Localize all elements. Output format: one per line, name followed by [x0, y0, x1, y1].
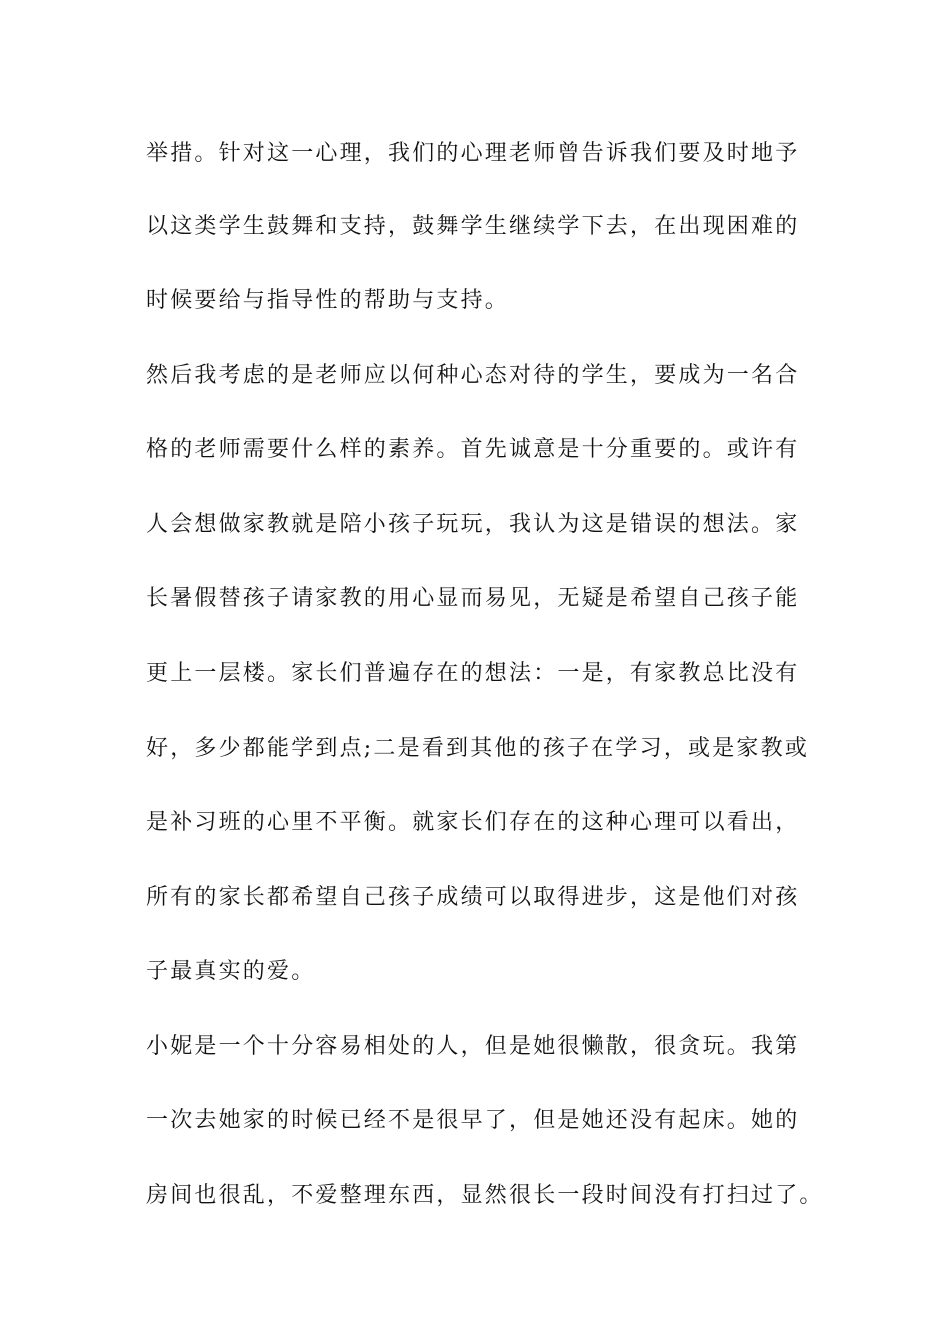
text-line: 子最真实的爱。 — [146, 959, 316, 984]
text-line: 时候要给与指导性的帮助与支持。 — [146, 288, 510, 313]
text-line: 然后我考虑的是老师应以何种心态对待的学生，要成为一名合 — [146, 363, 800, 388]
text-line: 举措。针对这一心理，我们的心理老师曾告诉我们要及时地予 — [146, 141, 800, 166]
text-line: 房间也很乱，不爱整理东西，显然很长一段时间没有打扫过了。 — [146, 1183, 824, 1208]
text-line: 长暑假替孩子请家教的用心显而易见，无疑是希望自己孩子能 — [146, 586, 800, 611]
text-line: 更上一层楼。家长们普遍存在的想法：一是，有家教总比没有 — [146, 661, 800, 686]
text-line: 格的老师需要什么样的素养。首先诚意是十分重要的。或许有 — [146, 437, 800, 462]
text-line: 一次去她家的时候已经不是很早了，但是她还没有起床。她的 — [146, 1108, 800, 1133]
text-line: 是补习班的心里不平衡。就家长们存在的这种心理可以看出， — [146, 810, 800, 835]
text-line: 以这类学生鼓舞和支持，鼓舞学生继续学下去，在出现困难的 — [146, 214, 800, 239]
text-line: 小妮是一个十分容易相处的人，但是她很懒散，很贪玩。我第 — [146, 1034, 800, 1059]
text-line: 人会想做家教就是陪小孩子玩玩，我认为这是错误的想法。家 — [146, 512, 800, 537]
text-line: 所有的家长都希望自己孩子成绩可以取得进步，这是他们对孩 — [146, 885, 800, 910]
text-line: 好，多少都能学到点;二是看到其他的孩子在学习，或是家教或 — [146, 736, 810, 761]
